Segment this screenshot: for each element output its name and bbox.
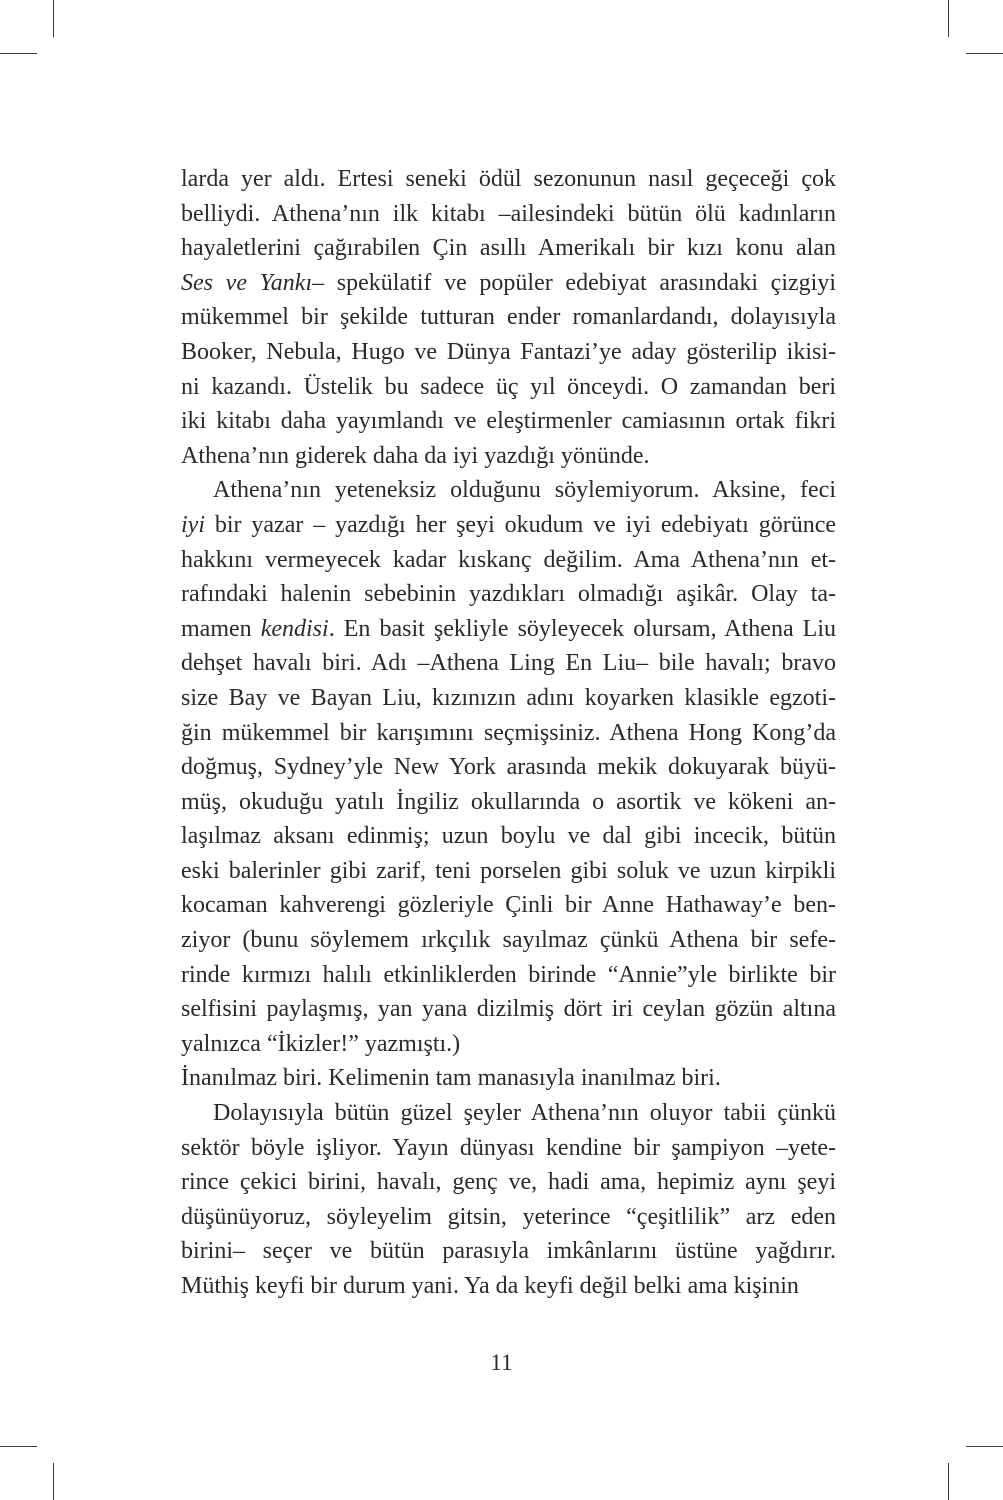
page-number: 11 xyxy=(490,1350,513,1375)
text-run: sektör böyle işliyor. Yayın dünyası kendine bir şampiyon –yete- xyxy=(181,1134,836,1161)
text-line xyxy=(181,543,836,578)
text-line xyxy=(181,335,836,370)
text-line xyxy=(181,508,836,543)
text-line xyxy=(181,473,836,508)
text-line xyxy=(181,162,836,197)
text-line xyxy=(181,958,836,993)
crop-mark-right-top xyxy=(966,53,1003,54)
crop-mark-left-top xyxy=(0,53,37,54)
text-run: hayaletlerini çağırabilen Çin asıllı Amerikalı bir kızı konu alan xyxy=(181,235,836,262)
text-line xyxy=(181,300,836,335)
paragraph xyxy=(181,473,836,1061)
text-line xyxy=(181,750,836,785)
text-line xyxy=(181,1027,836,1062)
text-run: rinde kırmızı halılı etkinliklerden birinde “Annie”yle birlikte bir xyxy=(181,961,836,988)
text-run: ni kazandı. Üstelik bu sadece üç yıl önceydi. O zamandan beri xyxy=(181,373,836,400)
text-line xyxy=(181,197,836,232)
text-run: Dolayısıyla bütün güzel şeyler Athena’nın oluyor tabii çünkü xyxy=(213,1100,836,1127)
text-run: dehşet havalı biri. Adı –Athena Ling En Liu– bile havalı; bravo xyxy=(181,650,836,677)
text-line xyxy=(181,1096,836,1131)
crop-mark-bottom-right xyxy=(948,1463,949,1500)
text-line xyxy=(181,370,836,405)
italic-text: iyi xyxy=(181,511,205,538)
text-run: mamen xyxy=(181,615,261,642)
italic-text: Ses ve Yankı xyxy=(181,269,313,296)
text-line xyxy=(181,231,836,266)
text-line xyxy=(181,681,836,716)
text-line xyxy=(181,1165,836,1200)
text-run: rafındaki halenin sebebinin yazdıkları olmadığı aşikâr. Olay ta- xyxy=(181,581,836,608)
text-line xyxy=(181,646,836,681)
text-line xyxy=(181,992,836,1027)
paragraph xyxy=(181,1096,836,1304)
text-line xyxy=(181,1061,836,1096)
crop-mark-right-bottom xyxy=(966,1446,1003,1447)
text-run: – spekülatif ve popüler edebiyat arasındaki çizgiyi xyxy=(312,269,836,296)
text-line xyxy=(181,819,836,854)
text-line xyxy=(181,1269,836,1304)
text-run: Müthiş keyfi bir durum yani. Ya da keyfi değil belki ama kişinin xyxy=(181,1273,799,1299)
text-run: belliydi. Athena’nın ilk kitabı –ailesindeki bütün ölü kadınların xyxy=(181,200,836,227)
text-run: Athena’nın yeteneksiz olduğunu söylemiyorum. Aksine, feci xyxy=(213,477,836,504)
text-run: ğin mükemmel bir karışımını seçmişsiniz. Athena Hong Kong’da xyxy=(181,719,836,746)
text-line xyxy=(181,716,836,751)
text-run: . En basit şekliyle söyleyecek olursam, Athena Liu xyxy=(328,615,836,642)
text-line xyxy=(181,612,836,647)
text-line xyxy=(181,577,836,612)
text-run: larda yer aldı. Ertesi seneki ödül sezonunun nasıl geçeceği çok xyxy=(181,166,836,192)
text-run: rince çekici birini, havalı, genç ve, hadi ama, hepimiz aynı şeyi xyxy=(181,1169,836,1196)
text-run: selfisini paylaşmış, yan yana dizilmiş dört iri ceylan gözün altına xyxy=(181,996,836,1023)
text-line xyxy=(181,785,836,820)
text-run: ziyor (bunu söylemem ırkçılık sayılmaz çünkü Athena bir sefe- xyxy=(181,927,836,954)
text-run: mükemmel bir şekilde tutturan ender romanlardandı, dolayısıyla xyxy=(181,304,836,331)
text-line xyxy=(181,888,836,923)
paragraph xyxy=(181,1061,836,1096)
text-run: size Bay ve Bayan Liu, kızınızın adını koyarken klasikle egzoti- xyxy=(181,684,836,711)
text-run: laşılmaz aksanı edinmiş; uzun boylu ve dal gibi incecik, bütün xyxy=(181,823,836,850)
paragraph xyxy=(181,162,836,473)
text-run: Booker, Nebula, Hugo ve Dünya Fantazi’ye aday gösterilip ikisi- xyxy=(181,338,836,365)
italic-text: kendisi xyxy=(260,615,329,642)
text-run: müş, okuduğu yatılı İngiliz okullarında o asortik ve kökeni an- xyxy=(181,788,836,815)
text-run: kocaman kahverengi gözleriyle Çinli bir Anne Hathaway’e ben- xyxy=(181,892,836,919)
text-run: hakkını vermeyecek kadar kıskanç değilim. Ama Athena’nın et- xyxy=(181,546,836,573)
text-line xyxy=(181,266,836,301)
text-run: birini– seçer ve bütün parasıyla imkânlarını üstüne yağdırır. xyxy=(181,1238,836,1265)
crop-mark-bottom-left xyxy=(53,1463,54,1500)
crop-mark-top-right xyxy=(948,0,949,37)
text-run: iki kitabı daha yayımlandı ve eleştirmenler camiasının ortak fikri xyxy=(181,408,836,435)
text-line xyxy=(181,1200,836,1235)
text-line xyxy=(181,1234,836,1269)
text-line xyxy=(181,1131,836,1166)
text-run: Athena’nın giderek daha da iyi yazdığı yönünde. xyxy=(181,442,650,469)
text-line xyxy=(181,404,836,439)
crop-mark-left-bottom xyxy=(0,1446,37,1447)
text-run: İnanılmaz biri. Kelimenin tam manasıyla inanılmaz biri. xyxy=(181,1065,721,1092)
text-run: doğmuş, Sydney’yle New York arasında mekik dokuyarak büyü- xyxy=(181,754,836,781)
text-line xyxy=(181,854,836,889)
text-run: yalnızca “İkizler!” yazmıştı.) xyxy=(181,1030,461,1057)
text-run: bir yazar – yazdığı her şeyi okudum ve iyi edebiyatı görünce xyxy=(205,511,836,538)
text-line xyxy=(181,439,836,474)
crop-mark-top-left xyxy=(53,0,54,37)
text-run: eski balerinler gibi zarif, teni porselen gibi soluk ve uzun kirpikli xyxy=(181,857,836,884)
text-run: düşünüyoruz, söyleyelim gitsin, yeterince “çeşitlilik” arz eden xyxy=(181,1203,836,1230)
text-line xyxy=(181,923,836,958)
body-text xyxy=(181,162,836,1304)
